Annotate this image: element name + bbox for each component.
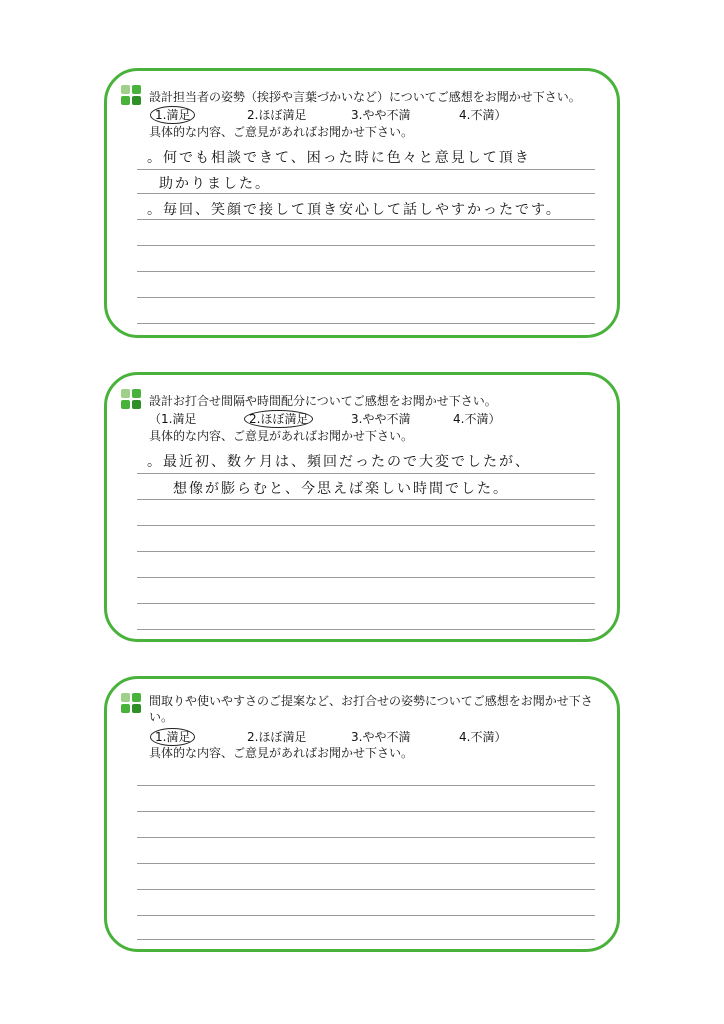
option-dissatisfied[interactable]: 4.不満） (453, 412, 501, 426)
handwritten-answer: 想像が膨らむと、今思えば楽しい時間でした。 (173, 481, 509, 497)
answer-line (137, 603, 595, 604)
option-satisfied[interactable]: 1.満足 (150, 106, 195, 124)
clover-logo-icon (121, 389, 143, 411)
clover-logo-icon (121, 85, 143, 107)
option-satisfied[interactable]: 1.満足 (150, 728, 195, 746)
answer-line (137, 271, 595, 272)
question-text: 設計お打合せ間隔や時間配分についてご感想をお聞かせ下さい。 (149, 394, 497, 408)
answer-line (137, 551, 595, 552)
answer-line (137, 169, 595, 170)
option-mostly-satisfied[interactable]: 2.ほぼ満足 (247, 730, 307, 744)
survey-card-1 (104, 68, 620, 338)
answer-line (137, 889, 595, 890)
answer-line (137, 473, 595, 474)
answer-line (137, 219, 595, 220)
answer-line (137, 245, 595, 246)
rating-options (155, 107, 575, 123)
clover-logo-icon (121, 693, 143, 715)
answer-line (137, 323, 595, 324)
rating-options (149, 411, 569, 427)
question-text: 設計担当者の姿勢（挨拶や言葉づかいなど）についてご感想をお聞かせ下さい。 (149, 90, 581, 104)
handwritten-answer: 。最近初、数ケ月は、頻回だったので大変でしたが、 (147, 454, 531, 470)
answer-line (137, 297, 595, 298)
survey-card-3 (104, 676, 620, 952)
answer-line (137, 811, 595, 812)
answer-line (137, 499, 595, 500)
answer-line (137, 863, 595, 864)
survey-card-2 (104, 372, 620, 642)
answer-line (137, 577, 595, 578)
handwritten-answer: 。毎回、笑顔で接して頂き安心して話しやすかったです。 (147, 202, 562, 218)
answer-line (137, 939, 595, 940)
answer-line (137, 915, 595, 916)
answer-line (137, 837, 595, 838)
comment-prompt: 具体的な内容、ご意見があればお聞かせ下さい。 (149, 125, 414, 139)
option-somewhat-dissatisfied[interactable]: 3.やや不満 (351, 730, 411, 744)
comment-prompt: 具体的な内容、ご意見があればお聞かせ下さい。 (149, 429, 414, 443)
answer-line (137, 629, 595, 630)
comment-prompt: 具体的な内容、ご意見があればお聞かせ下さい。 (149, 746, 414, 760)
handwritten-answer: 。何でも相談できて、困った時に色々と意見して頂き (147, 150, 531, 166)
option-dissatisfied[interactable]: 4.不満） (459, 730, 507, 744)
option-dissatisfied[interactable]: 4.不満） (459, 108, 507, 122)
option-mostly-satisfied[interactable]: 2.ほぼ満足 (247, 108, 307, 122)
answer-line (137, 525, 595, 526)
rating-options (155, 729, 575, 745)
answer-line (137, 193, 595, 194)
handwritten-answer: 助かりました。 (159, 176, 271, 192)
option-somewhat-dissatisfied[interactable]: 3.やや不満 (351, 412, 411, 426)
option-satisfied[interactable]: （1.満足 (149, 412, 197, 426)
option-mostly-satisfied[interactable]: 2.ほぼ満足 (244, 410, 313, 428)
answer-line (137, 785, 595, 786)
question-text: 間取りや使いやすさのご提案など、お打合せの姿勢についてご感想をお聞かせ下さい。 (149, 694, 593, 724)
option-somewhat-dissatisfied[interactable]: 3.やや不満 (351, 108, 411, 122)
